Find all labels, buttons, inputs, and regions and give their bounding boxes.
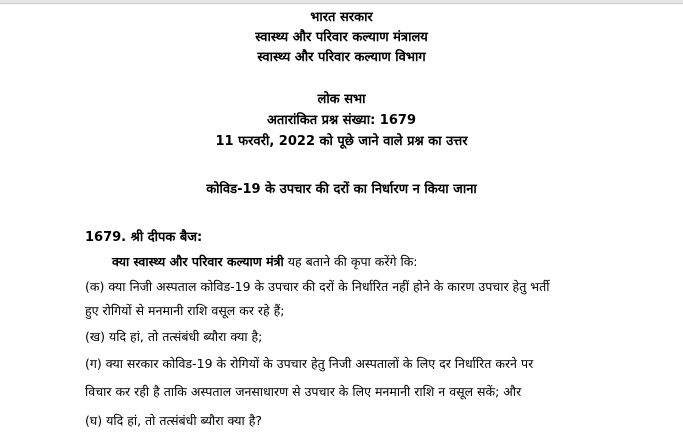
- part-ga-line2: विचार कर रही है ताकि अस्पताल जनसाधारण से उपचार के लिए मनमानी राशि न वसूल सकें; और: [85, 384, 522, 399]
- part-ga-line1: (ग) क्या सरकार कोविड-19 के रोगियों के उपचार हेतु निजी अस्पतालों के लिए दर निर्धारित करने पर: [85, 356, 534, 371]
- question-request: यह बताने की कृपा करेंगे कि:: [283, 254, 418, 269]
- ministry-heading: स्वास्थ्य और परिवार कल्याण मंत्रालय: [255, 30, 428, 45]
- subject-title: कोविड-19 के उपचार की दरों का निर्धारण न किया जाना: [206, 182, 477, 197]
- part-ka-line2: हुए रोगियों से मनमानी राशि वसूल कर रहे हैं;: [85, 303, 285, 318]
- part-ka-line1: (क) क्या निजी अस्पताल कोविड-19 के उपचार की दरों के निर्धारित नहीं होने के कारण उपचार हेतु भर्ती: [85, 279, 550, 294]
- question-member: 1679. श्री दीपक बैज:: [85, 230, 203, 245]
- question-intro: [112, 256, 418, 269]
- part-gha: (घ) यदि हां, तो तत्संबंधी ब्यौरा क्या है?: [85, 413, 262, 428]
- question-type: अतारांकित प्रश्न संख्या: 1679: [266, 113, 416, 128]
- answer-date: 11 फरवरी, 2022 को पूछे जाने वाले प्रश्न का उत्तर: [215, 134, 468, 149]
- department-heading: स्वास्थ्य और परिवार कल्याण विभाग: [257, 50, 426, 65]
- govt-heading: भारत सरकार: [310, 10, 373, 25]
- house-name: लोक सभा: [317, 92, 366, 107]
- minister-addressee: क्या स्वास्थ्य और परिवार कल्याण मंत्री: [112, 254, 284, 269]
- part-kha: (ख) यदि हां, तो तत्संबंधी ब्यौरा क्या है;: [85, 329, 263, 344]
- page-top-edge: [0, 0, 683, 4]
